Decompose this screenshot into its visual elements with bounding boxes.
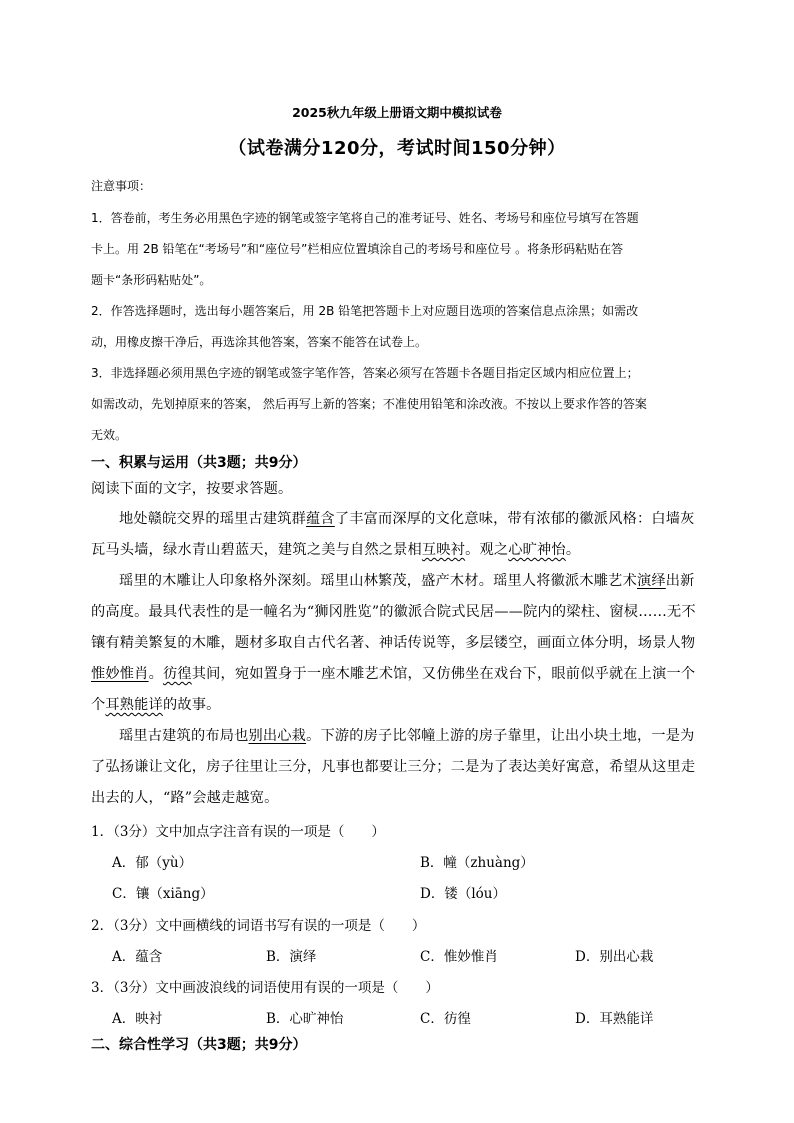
text: 瑶里古建筑的布局也 <box>119 728 249 744</box>
text: 。 <box>565 542 581 558</box>
passage-line: 了弘扬谦让文化，房子往里让三分，凡事也都要让三分；二是为了表达美好寓意，希望从这里走 <box>91 759 696 775</box>
option-d: D．别出心栽 <box>575 949 654 965</box>
text: 出新 <box>665 573 695 589</box>
passage-line: 出去的人，“路”会越走越宽。 <box>91 790 279 806</box>
wavy-word: 心旷神怡 <box>508 542 566 558</box>
passage-line <box>91 694 221 714</box>
text: 。 <box>148 666 163 682</box>
underlined-word: 演绎 <box>636 573 666 589</box>
text: 其间，宛如置身于一座木雕艺术馆，又仿佛坐在戏台下，眼前似乎就在上演一个 <box>191 666 696 682</box>
option-b: B．幢（zhuàng） <box>420 855 534 871</box>
wavy-word: 互映衬 <box>421 542 466 558</box>
underlined-word: 蕴含 <box>306 511 335 527</box>
section1-intro: 阅读下面的文字，按要求答题。 <box>91 481 293 497</box>
option-c: C．镶（xiāng） <box>112 886 214 902</box>
text: 个 <box>91 697 106 713</box>
passage-line <box>119 725 695 745</box>
exam-subtitle: （试卷满分120分，考试时间150分钟） <box>228 138 566 159</box>
note-line: 2．作答选择题时，选出每小题答案后，用 2B 铅笔把答题卡上对应题目选项的答案信息点涂黑；如需改 <box>91 304 639 318</box>
wavy-word: 耳熟能详 <box>105 697 163 713</box>
option-a: A．映衬 <box>112 1011 163 1027</box>
note-line: 卡上。用 2B 铅笔在“考场号”和“座位号”栏相应位置填涂自己的考场号和座位号 。将条形码粘贴在答 <box>91 242 624 256</box>
note-line: 1．答卷前，考生务必用黑色字迹的钢笔或签字笔将自己的准考证号、姓名、考场号和座位号填写在答题 <box>91 211 639 225</box>
passage-line <box>119 570 695 590</box>
passage-line <box>119 508 695 528</box>
exam-title: 2025秋九年级上册语文期中模拟试卷 <box>292 105 502 120</box>
option-d: D．镂（lóu） <box>420 886 506 902</box>
option-a: A．蕴含 <box>112 949 163 965</box>
wavy-word: 彷徨 <box>162 666 192 682</box>
text: 地处赣皖交界的瑶里古建筑群 <box>119 511 307 527</box>
passage-line <box>91 539 580 559</box>
note-line: 3．非选择题必须用黑色字迹的钢笔或签字笔作答，答案必须写在答题卡各题目指定区域内相应位置上； <box>91 366 639 380</box>
text: 瑶里的木雕让人印象格外深刻。瑶里山林繁茂，盛产木材。瑶里人将徽派木雕艺术 <box>119 573 637 589</box>
underlined-word: 惟妙惟肖 <box>91 666 149 682</box>
option-d: D．耳熟能详 <box>575 1011 654 1027</box>
note-line: 动，用橡皮擦干净后，再选涂其他答案，答案不能答在试卷上。 <box>91 335 428 349</box>
passage-line <box>91 663 695 683</box>
passage-line: 镶有精美繁复的木雕，题材多取自古代名著、神话传说等，多层镂空，画面立体分明，场景人物 <box>91 635 696 651</box>
option-a: A．郁（yù） <box>112 855 193 871</box>
notes-heading: 注意事项： <box>91 179 152 193</box>
text: 瓦马头墙，绿水青山碧蓝天，建筑之美与自然之景相 <box>91 542 422 558</box>
question-stem: 2．（3分）文中画横线的词语书写有误的一项是（ ） <box>91 918 426 934</box>
question-stem: 1．（3分）文中加点字注音有误的一项是（ ） <box>91 824 385 840</box>
text: 。下游的房子比邻幢上游的房子靠里，让出小块土地，一是为 <box>306 728 695 744</box>
option-c: C．彷徨 <box>420 1011 471 1027</box>
section2-heading: 二、综合性学习（共3题；共9分） <box>91 1037 307 1053</box>
note-line: 无效。 <box>91 428 128 442</box>
question-stem: 3．（3分）文中画波浪线的词语使用有误的一项是（ ） <box>91 980 439 996</box>
option-b: B．心旷神怡 <box>266 1011 344 1027</box>
passage-line: 的高度。最具代表性的是一幢名为“狮冈胜览”的徽派合院式民居——院内的梁柱、窗棂……无不 <box>91 604 696 620</box>
underlined-word: 别出心栽 <box>248 728 307 744</box>
text: 。观之 <box>465 542 509 558</box>
note-line: 题卡“条形码粘贴处”。 <box>91 273 212 287</box>
option-b: B．演绎 <box>266 949 317 965</box>
note-line: 如需改动，先划掉原来的答案， 然后再写上新的答案；不准使用铅笔和涂改液。不按以上要求作答的答案 <box>91 397 647 411</box>
option-c: C．惟妙惟肖 <box>420 949 498 965</box>
section1-heading: 一、积累与运用（共3题；共9分） <box>91 455 307 471</box>
text: 了丰富而深厚的文化意味，带有浓郁的徽派风格：白墙灰 <box>334 511 695 527</box>
text: 的故事。 <box>162 697 221 713</box>
